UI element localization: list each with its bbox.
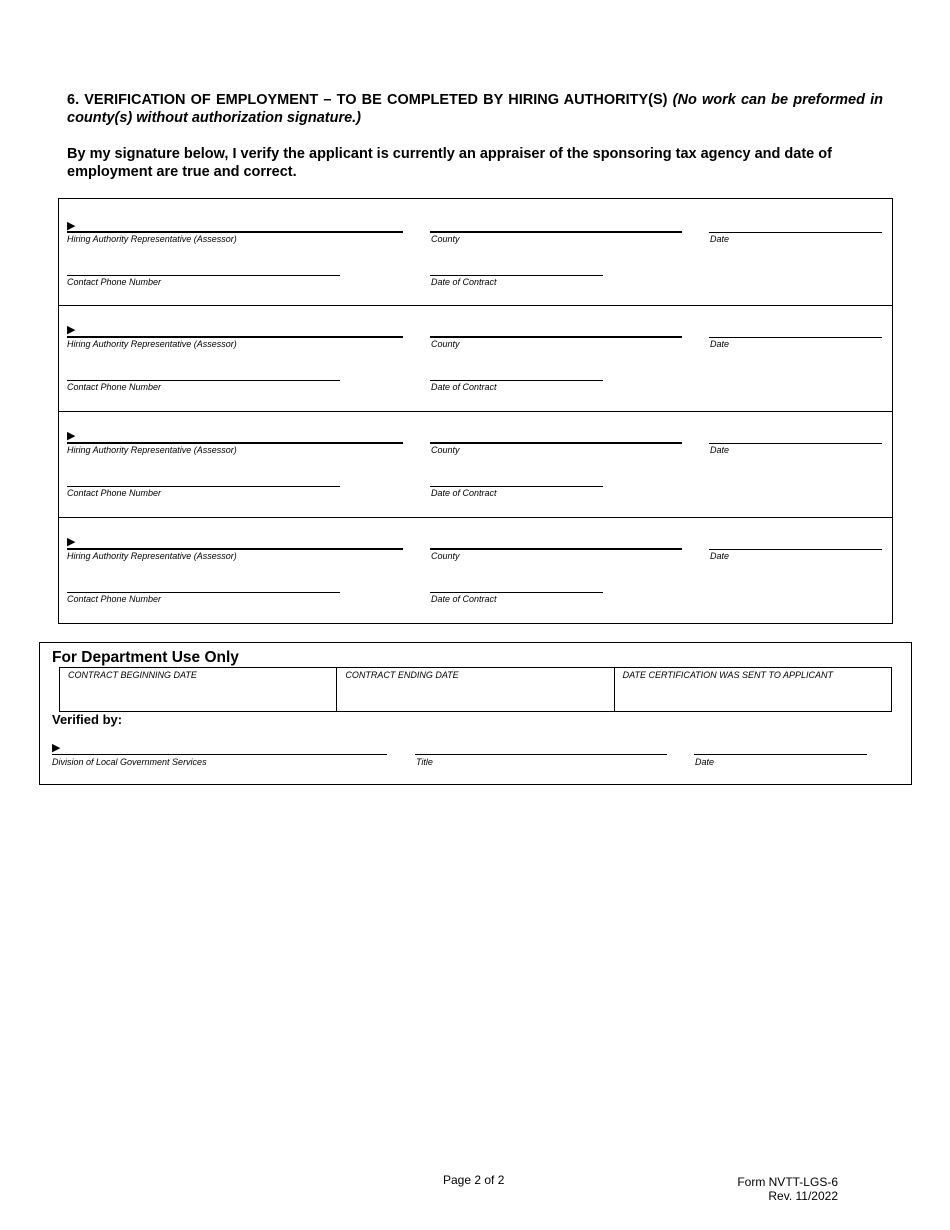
department-date-grid [59,667,892,712]
signature-block-3 [59,411,892,518]
county-label: County [431,234,460,244]
representative-signature-line[interactable] [67,548,403,550]
title-label: Title [416,757,433,767]
date-line[interactable] [709,337,882,338]
arrow-icon: ▶ [67,324,76,336]
contract-date-line[interactable] [430,275,603,276]
representative-label: Hiring Authority Representative (Assessor) [67,234,237,244]
contract-beginning-date-label: CONTRACT BEGINNING DATE [68,670,197,680]
contract-date-label: Date of Contract [431,488,497,498]
section-heading [67,91,883,127]
contract-date-line[interactable] [430,486,603,487]
certification-sent-date-label: DATE CERTIFICATION WAS SENT TO APPLICANT [622,670,834,680]
date-line[interactable] [709,232,882,233]
section-heading-text: 6. VERIFICATION OF EMPLOYMENT – TO BE COMPLETED BY HIRING AUTHORITY(S) [67,92,668,108]
arrow-icon: ▶ [67,430,76,442]
phone-label: Contact Phone Number [67,277,162,287]
date-line[interactable] [709,443,882,444]
county-line[interactable] [430,548,682,550]
representative-label: Hiring Authority Representative (Assessor) [67,339,237,349]
date-label: Date [710,445,730,455]
date-label: Date [710,234,730,244]
phone-label: Contact Phone Number [67,594,162,604]
department-date-label: Date [695,757,715,767]
county-label: County [431,339,460,349]
contract-date-label: Date of Contract [431,277,497,287]
verification-statement: By my signature below, I verify the applicant is currently an appraiser of the sponsoring tax agency and date of employment are true and correct. [67,146,832,180]
phone-line[interactable] [67,592,340,593]
arrow-icon: ▶ [67,536,76,548]
contract-ending-date-cell[interactable] [337,668,614,711]
division-signature-line[interactable] [52,754,387,755]
verified-by-heading: Verified by: [52,712,123,727]
county-line[interactable] [430,231,682,233]
representative-signature-line[interactable] [67,231,403,233]
signature-box [58,198,893,624]
phone-line[interactable] [67,275,340,276]
phone-label: Contact Phone Number [67,488,162,498]
department-use-box [39,642,912,785]
certification-sent-date-cell[interactable] [615,668,891,711]
division-label: Division of Local Government Services [52,757,207,767]
form-revision: Rev. 11/2022 [768,1189,838,1203]
contract-date-label: Date of Contract [431,594,497,604]
phone-label: Contact Phone Number [67,382,162,392]
signature-block-2 [59,305,892,412]
page-number: Page 2 of 2 [443,1173,505,1187]
county-line[interactable] [430,336,682,338]
signature-block-4 [59,517,892,623]
contract-date-label: Date of Contract [431,382,497,392]
phone-line[interactable] [67,486,340,487]
signature-block-1 [59,199,892,306]
date-label: Date [710,551,730,561]
form-identifier [733,1175,838,1203]
department-date-line[interactable] [694,754,867,755]
section-heading-note: (No work can be preformed in county(s) without authorization signature.) [67,92,883,126]
contract-date-line[interactable] [430,380,603,381]
date-label: Date [710,339,730,349]
form-id: Form NVTT-LGS-6 [737,1175,838,1189]
contract-ending-date-label: CONTRACT ENDING DATE [345,670,459,680]
phone-line[interactable] [67,380,340,381]
representative-signature-line[interactable] [67,336,403,338]
contract-date-line[interactable] [430,592,603,593]
title-line[interactable] [415,754,667,755]
county-line[interactable] [430,442,682,444]
representative-label: Hiring Authority Representative (Assessor) [67,551,237,561]
county-label: County [431,551,460,561]
arrow-icon: ▶ [67,220,76,232]
representative-label: Hiring Authority Representative (Assessor) [67,445,237,455]
representative-signature-line[interactable] [67,442,403,444]
arrow-icon: ▶ [52,742,61,754]
county-label: County [431,445,460,455]
department-title: For Department Use Only [52,649,239,666]
contract-beginning-date-cell[interactable] [60,668,337,711]
date-line[interactable] [709,549,882,550]
